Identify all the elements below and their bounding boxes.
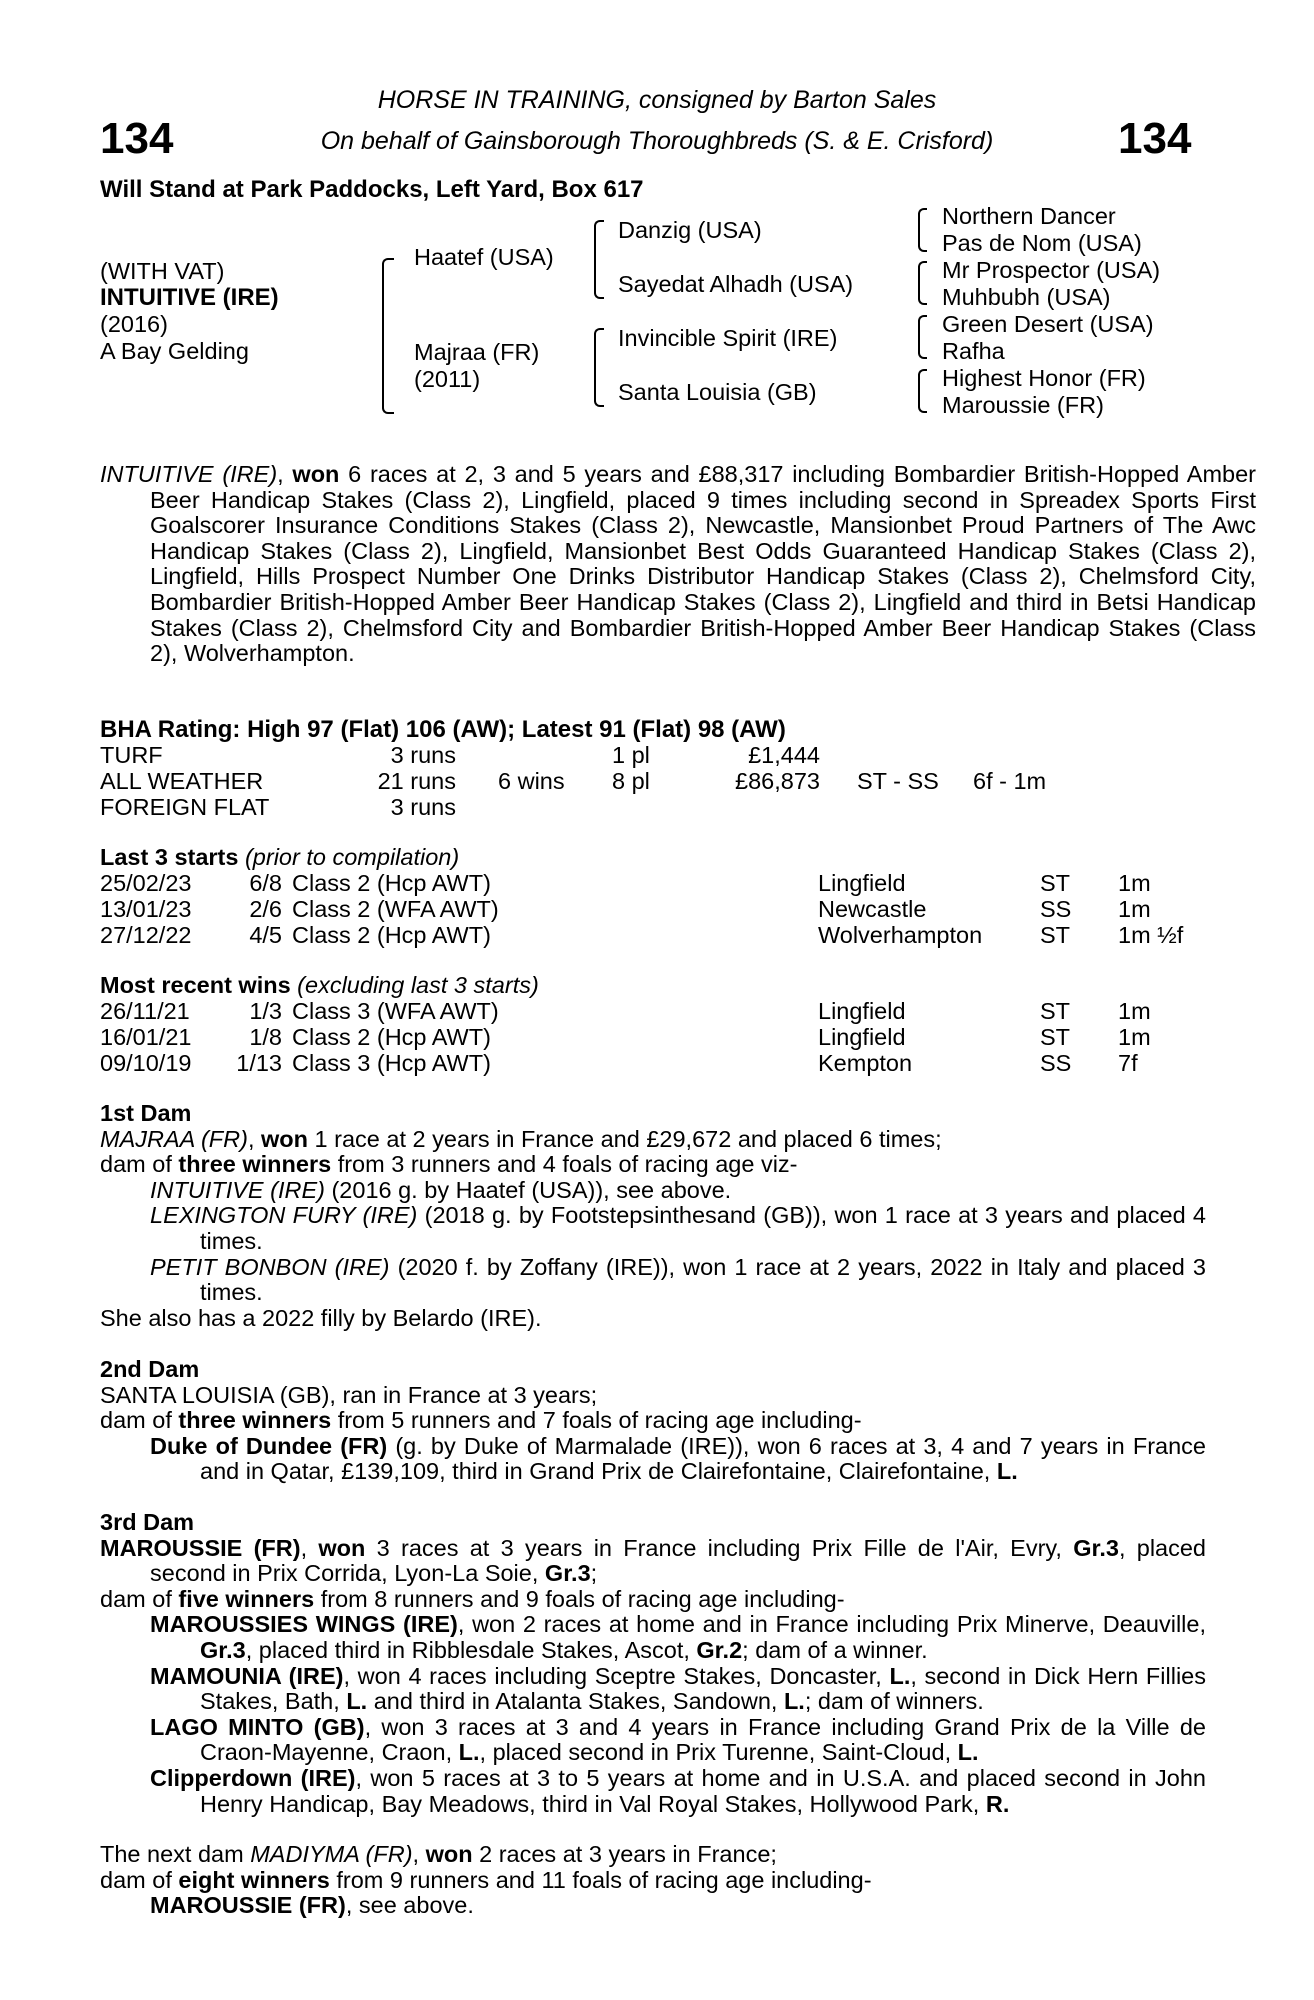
dam3-progeny-2-p2: , second in Dick Hern Fillies Stakes, Bath, — [200, 1662, 1206, 1715]
dam1-damof — [100, 1152, 1206, 1178]
last3-course-2: Newcastle — [818, 896, 927, 922]
dam1-damof-b: three winners — [178, 1151, 332, 1178]
nextdam-damof-a: dam of — [100, 1866, 179, 1893]
last3-race-1: Class 2 (Hcp AWT) — [292, 870, 491, 896]
dam1-foal-3 — [100, 1255, 1206, 1306]
dam1-foal-2 — [100, 1203, 1206, 1254]
recent-race-1: Class 3 (WFA AWT) — [292, 998, 499, 1024]
dam3-t1: 3 races at 3 years in France including Prix Fille de l'Air, Evry, — [365, 1534, 1074, 1561]
dam3-progeny-2-p5: L. — [783, 1688, 805, 1715]
last3-heading — [100, 845, 459, 871]
recent-going-2: ST — [1040, 1024, 1071, 1050]
pedigree-gen2-3: Invincible Spirit (IRE) — [618, 325, 838, 351]
dam1-damof-a: dam of — [100, 1151, 179, 1178]
stats-turf-runs: 3 runs — [390, 742, 456, 768]
dam3-damof-b: five winners — [178, 1585, 315, 1612]
stats-foreign-surface: FOREIGN FLAT — [100, 794, 270, 820]
last3-pos-1: 6/8 — [249, 870, 282, 896]
stats-aw-surface: ALL WEATHER — [100, 768, 264, 794]
dam3-progeny-4 — [100, 1766, 1206, 1817]
dam3-progeny-3-name: LAGO MINTO (GB) — [150, 1713, 365, 1740]
dam1-text: 1 race at 2 years in France and £29,672 and placed 6 times; — [308, 1125, 942, 1152]
behalf-line: On behalf of Gainsborough Thoroughbreds (S. & E. Crisford) — [320, 127, 994, 155]
dam3-damof-a: dam of — [100, 1585, 179, 1612]
recent-course-2: Lingfield — [818, 1024, 906, 1050]
dam1-foal-1-text: (2016 g. by Haatef (USA)), see above. — [324, 1176, 732, 1203]
pedigree-brace-dam — [594, 328, 604, 407]
last3-note: (prior to compilation) — [238, 844, 460, 870]
dam1-foal-3-text: (2020 f. by Zoffany (IRE)), won 1 race at 2 years, 2022 in Italy and placed 3 times. — [200, 1253, 1206, 1306]
dam1-foal-2-text: (2018 g. by Footstepsinthesand (GB)), won 1 race at 3 years and placed 4 times. — [200, 1202, 1206, 1254]
horse-year: (2016) — [100, 311, 168, 337]
dam1-foal-1 — [100, 1178, 1206, 1204]
last3-going-1: ST — [1040, 870, 1071, 896]
recent-race-3: Class 3 (Hcp AWT) — [292, 1050, 491, 1076]
dam2-heading: 2nd Dam — [100, 1356, 200, 1382]
stats-aw-wins: 6 wins — [498, 768, 565, 794]
stats-foreign-runs: 3 runs — [390, 794, 456, 820]
last3-going-3: ST — [1040, 922, 1071, 948]
pedigree-gen3-6: Rafha — [942, 338, 1005, 364]
race-summary: INTUITIVE (IRE), won 6 races at 2, 3 and 5 years and £88,317 including Bombardier British-Hopped Amber Beer Handicap Stakes (Class 2), Lingfield, placed 9 times including second in Spreadex Sports First Goalscorer Insurance Conditions Stakes (Class 2), Newcastle, Mansionbet Proud Partners of The Awc Handicap Stakes (Class 2), Lingfield, Mansionbet Best Odds Guaranteed Handicap Stakes (Class 2), Lingfield, Hills Prospect Number One Drinks Distributor Handicap Stakes (Class 2), Chelmsford City, Bombardier British-Hopped Amber Beer Handicap Stakes (Class 2), Lingfield and third in Betsi Handicap Stakes (Class 2), Chelmsford City and Bombardier British-Hopped Amber Beer Handicap Stakes (Class 2), Wolverhampton. — [100, 461, 1256, 667]
last3-race-2: Class 2 (WFA AWT) — [292, 896, 499, 922]
stats-aw-runs: 21 runs — [377, 768, 456, 794]
dam3-damof — [100, 1587, 1206, 1613]
recent-race-2: Class 2 (Hcp AWT) — [292, 1024, 491, 1050]
dam3-progeny-3-p0: , won 3 races at 3 and 4 years in France including Grand Prix de la Ville de Craon-Mayenne, Craon, — [200, 1713, 1206, 1766]
pedigree-gen3-4: Muhbubh (USA) — [942, 284, 1111, 310]
recent-date-2: 16/01/21 — [100, 1024, 192, 1050]
dam2-section — [100, 1357, 1206, 1485]
dam3-progeny-4-name: Clipperdown (IRE) — [150, 1764, 356, 1791]
stats-turf-prize: £1,444 — [748, 742, 820, 768]
pedigree-gen3-8: Maroussie (FR) — [942, 392, 1104, 418]
pedigree-brace-main — [382, 258, 394, 414]
vat-note: (WITH VAT) — [100, 258, 225, 284]
pedigree-brace-g3-4 — [918, 369, 927, 413]
pedigree-gen3-7: Highest Honor (FR) — [942, 365, 1146, 391]
nextdam-damof — [100, 1868, 1206, 1894]
last3-date-3: 27/12/22 — [100, 922, 192, 948]
recent-going-3: SS — [1040, 1050, 1072, 1076]
horse-description: A Bay Gelding — [100, 338, 249, 364]
nextdam-damof-b: eight winners — [178, 1866, 330, 1893]
dam3-progeny-4-p1: R. — [985, 1790, 1010, 1817]
last3-dist-2: 1m — [1118, 896, 1151, 922]
pedigree-gen3-2: Pas de Nom (USA) — [942, 230, 1142, 256]
lot-number-right: 134 — [1118, 114, 1192, 163]
dam2-damof-b: three winners — [178, 1407, 332, 1434]
summary-horse-name: INTUITIVE (IRE) — [100, 461, 278, 487]
consignor-line: HORSE IN TRAINING, consigned by Barton Sales — [377, 86, 937, 114]
pedigree-brace-g3-2 — [918, 261, 927, 305]
recent-pos-1: 1/3 — [249, 998, 282, 1024]
dam3-progeny-1 — [100, 1612, 1206, 1663]
dam3-progeny-2-name: MAMOUNIA (IRE) — [150, 1662, 344, 1689]
dam3-progeny-3-p1: L. — [458, 1739, 480, 1766]
nextdam-text: 2 races at 3 years in France; — [472, 1841, 777, 1867]
dam3-progeny-3 — [100, 1715, 1206, 1766]
dam3-progeny-1-name: MAROUSSIES WINGS (IRE) — [150, 1611, 458, 1638]
pedigree-dam-year: (2011) — [414, 366, 481, 392]
recent-dist-3: 7f — [1118, 1050, 1138, 1076]
nextdam-sep: , — [412, 1841, 426, 1867]
dam2-damof-c: from 5 runners and 7 foals of racing age including- — [331, 1407, 862, 1434]
dam1-heading: 1st Dam — [100, 1100, 192, 1126]
recent-course-1: Lingfield — [818, 998, 906, 1024]
summary-won: won — [292, 461, 340, 487]
dam2-damof-a: dam of — [100, 1407, 179, 1434]
pedigree-gen2-1: Danzig (USA) — [618, 217, 762, 243]
dam1-section — [100, 1101, 1206, 1331]
recent-date-1: 26/11/21 — [100, 998, 190, 1024]
nextdam-damof-c: from 9 runners and 11 foals of racing age including- — [329, 1866, 872, 1893]
dam3-progeny-2-p6: ; dam of winners. — [804, 1688, 984, 1715]
pedigree-gen3-5: Green Desert (USA) — [942, 311, 1154, 337]
dam1-damof-c: from 3 runners and 4 foals of racing age viz- — [331, 1151, 798, 1178]
nextdam-progeny-text: , see above. — [345, 1892, 474, 1919]
dam1-name: MAJRAA (FR) — [100, 1125, 248, 1152]
dam3-progeny-2-p4: and third in Atalanta Stakes, Sandown, — [367, 1688, 784, 1715]
recent-date-3: 09/10/19 — [100, 1050, 192, 1076]
nextdam-name: MADIYMA (FR) — [250, 1841, 413, 1867]
stats-aw-going: ST - SS — [857, 768, 939, 794]
dam1-foal-3-name: PETIT BONBON (IRE) — [150, 1253, 390, 1280]
stats-turf-surface: TURF — [100, 742, 163, 768]
last3-pos-3: 4/5 — [249, 922, 282, 948]
recent-heading — [100, 973, 539, 999]
dam3-progeny-3-p2: , placed second in Prix Turenne, Saint-Cloud, — [479, 1739, 958, 1766]
dam3-g2: Gr.3 — [544, 1560, 591, 1587]
dam3-t2: , placed second in Prix Corrida, Lyon-La Soie, — [150, 1534, 1207, 1587]
dam2-damof — [100, 1408, 1206, 1434]
dam1-won: won — [261, 1125, 309, 1152]
recent-title: Most recent wins — [100, 972, 291, 998]
recent-course-3: Kempton — [818, 1050, 913, 1076]
dam3-progeny-1-p4: ; dam of a winner. — [742, 1636, 928, 1663]
recent-going-1: ST — [1040, 998, 1071, 1024]
last3-dist-3: 1m ½f — [1118, 922, 1184, 948]
nextdam-progeny-name: MAROUSSIE (FR) — [150, 1892, 346, 1919]
last3-date-1: 25/02/23 — [100, 870, 192, 896]
recent-note: (excluding last 3 starts) — [290, 972, 539, 998]
stats-aw-prize: £86,873 — [735, 768, 820, 794]
pedigree-dam: Majraa (FR) — [414, 339, 540, 365]
stats-aw-dist: 6f - 1m — [973, 768, 1047, 794]
dam2-progeny-name: Duke of Dundee (FR) — [150, 1432, 388, 1459]
pedigree-brace-g3-3 — [918, 315, 927, 359]
last3-course-1: Lingfield — [818, 870, 906, 896]
pedigree-sire: Haatef (USA) — [414, 244, 554, 270]
last3-title: Last 3 starts — [100, 844, 239, 870]
dam3-progeny-2-p0: , won 4 races including Sceptre Stakes, Doncaster, — [343, 1662, 890, 1689]
dam2-progeny-text: (g. by Duke of Marmalade (IRE)), won 6 races at 3, 4 and 7 years in France and in Qatar, £139,109, third in Grand Prix de Clairefontaine, Clairefontaine, — [200, 1432, 1206, 1485]
dam3-progeny-2 — [100, 1664, 1206, 1715]
bha-rating: BHA Rating: High 97 (Flat) 106 (AW); Latest 91 (Flat) 98 (AW) — [100, 716, 786, 743]
dam3-progeny-2-p3: L. — [346, 1688, 368, 1715]
dam3-progeny-1-p0: , won 2 races at home and in France including Prix Minerve, Deauville, — [457, 1611, 1206, 1638]
pedigree-gen3-3: Mr Prospector (USA) — [942, 257, 1161, 283]
last3-date-2: 13/01/23 — [100, 896, 192, 922]
dam1-foal-2-name: LEXINGTON FURY (IRE) — [150, 1202, 418, 1229]
horse-name: INTUITIVE (IRE) — [100, 284, 279, 311]
last3-race-3: Class 2 (Hcp AWT) — [292, 922, 491, 948]
stats-turf-pl: 1 pl — [612, 742, 650, 768]
nextdam-a: The next dam — [100, 1841, 251, 1867]
dam1-line: MAJRAA (FR), won 1 race at 2 years in France and £29,672 and placed 6 times; — [100, 1125, 942, 1152]
stand-location: Will Stand at Park Paddocks, Left Yard, Box 617 — [100, 176, 644, 203]
recent-pos-3: 1/13 — [236, 1050, 282, 1076]
dam2-line: SANTA LOUISIA (GB), ran in France at 3 years; — [100, 1381, 598, 1408]
dam3-t3: ; — [590, 1560, 598, 1587]
recent-pos-2: 1/8 — [249, 1024, 282, 1050]
dam3-won: won — [318, 1534, 366, 1561]
summary-text: 6 races at 2, 3 and 5 years and £88,317 including Bombardier British-Hopped Amber Beer Handicap Stakes (Class 2), Lingfield, placed 9 times including second in Spreadex Sports First Goalscorer Insurance Conditions Stakes (Class 2), Newcastle, Mansionbet Proud Partners of The Awc Handicap Stakes (Class 2), Lingfield, Mansionbet Best Odds Guaranteed Handicap Stakes (Class 2), Lingfield, Hills Prospect Number One Drinks Distributor Handicap Stakes (Class 2), Chelmsford City, Bombardier British-Hopped Amber Beer Handicap Stakes (Class 2), Lingfield and third in Betsi Handicap Stakes (Class 2), Chelmsford City and Bombardier British-Hopped Amber Beer Handicap Stakes (Class 2), Wolverhampton. — [150, 461, 1256, 667]
dam1-also: She also has a 2022 filly by Belardo (IRE). — [100, 1304, 542, 1331]
last3-pos-2: 2/6 — [249, 896, 282, 922]
dam3-progeny-1-p1: Gr.3 — [200, 1636, 246, 1663]
nextdam-section — [100, 1842, 1206, 1919]
stats-aw-pl: 8 pl — [612, 768, 650, 794]
last3-going-2: SS — [1040, 896, 1072, 922]
dam3-progeny-4-p0: , won 5 races at 3 to 5 years at home and in U.S.A. and placed second in John Henry Handicap, Bay Meadows, third in Val Royal Stakes, Hollywood Park, — [200, 1764, 1207, 1817]
nextdam-progeny — [100, 1893, 1206, 1919]
dam3-line: MAROUSSIE (FR), won 3 races at 3 years in France including Prix Fille de l'Air, Evry, Gr.3, placed second in Prix Corrida, Lyon-La Soie, Gr.3; — [100, 1534, 1207, 1587]
last3-course-3: Wolverhampton — [818, 922, 983, 948]
recent-dist-2: 1m — [1118, 1024, 1151, 1050]
nextdam-line — [100, 1842, 1206, 1868]
pedigree-gen2-2: Sayedat Alhadh (USA) — [618, 271, 854, 297]
last3-dist-1: 1m — [1118, 870, 1151, 896]
nextdam-won: won — [425, 1841, 473, 1867]
dam3-progeny-1-p3: Gr.2 — [696, 1636, 743, 1663]
recent-dist-1: 1m — [1118, 998, 1151, 1024]
pedigree-gen3-1: Northern Dancer — [942, 203, 1116, 229]
dam3-heading: 3rd Dam — [100, 1509, 195, 1535]
dam3-progeny-1-p2: , placed third in Ribblesdale Stakes, Ascot, — [245, 1636, 697, 1663]
dam1-foal-1-name: INTUITIVE (IRE) — [150, 1176, 325, 1203]
dam3-section — [100, 1510, 1206, 1817]
lot-number-left: 134 — [100, 114, 174, 163]
dam3-g1: Gr.3 — [1073, 1534, 1119, 1561]
dam2-progeny-end: L. — [996, 1458, 1018, 1485]
dam3-progeny-2-p1: L. — [889, 1662, 911, 1689]
dam3-name: MAROUSSIE (FR) — [100, 1534, 301, 1561]
pedigree-brace-g3-1 — [918, 208, 927, 252]
pedigree-brace-sire — [594, 220, 604, 299]
dam3-damof-c: from 8 runners and 9 foals of racing age including- — [314, 1585, 845, 1612]
pedigree-gen2-4: Santa Louisia (GB) — [618, 379, 817, 405]
dam2-progeny — [100, 1434, 1206, 1485]
dam3-progeny-3-p3: L. — [957, 1739, 979, 1766]
